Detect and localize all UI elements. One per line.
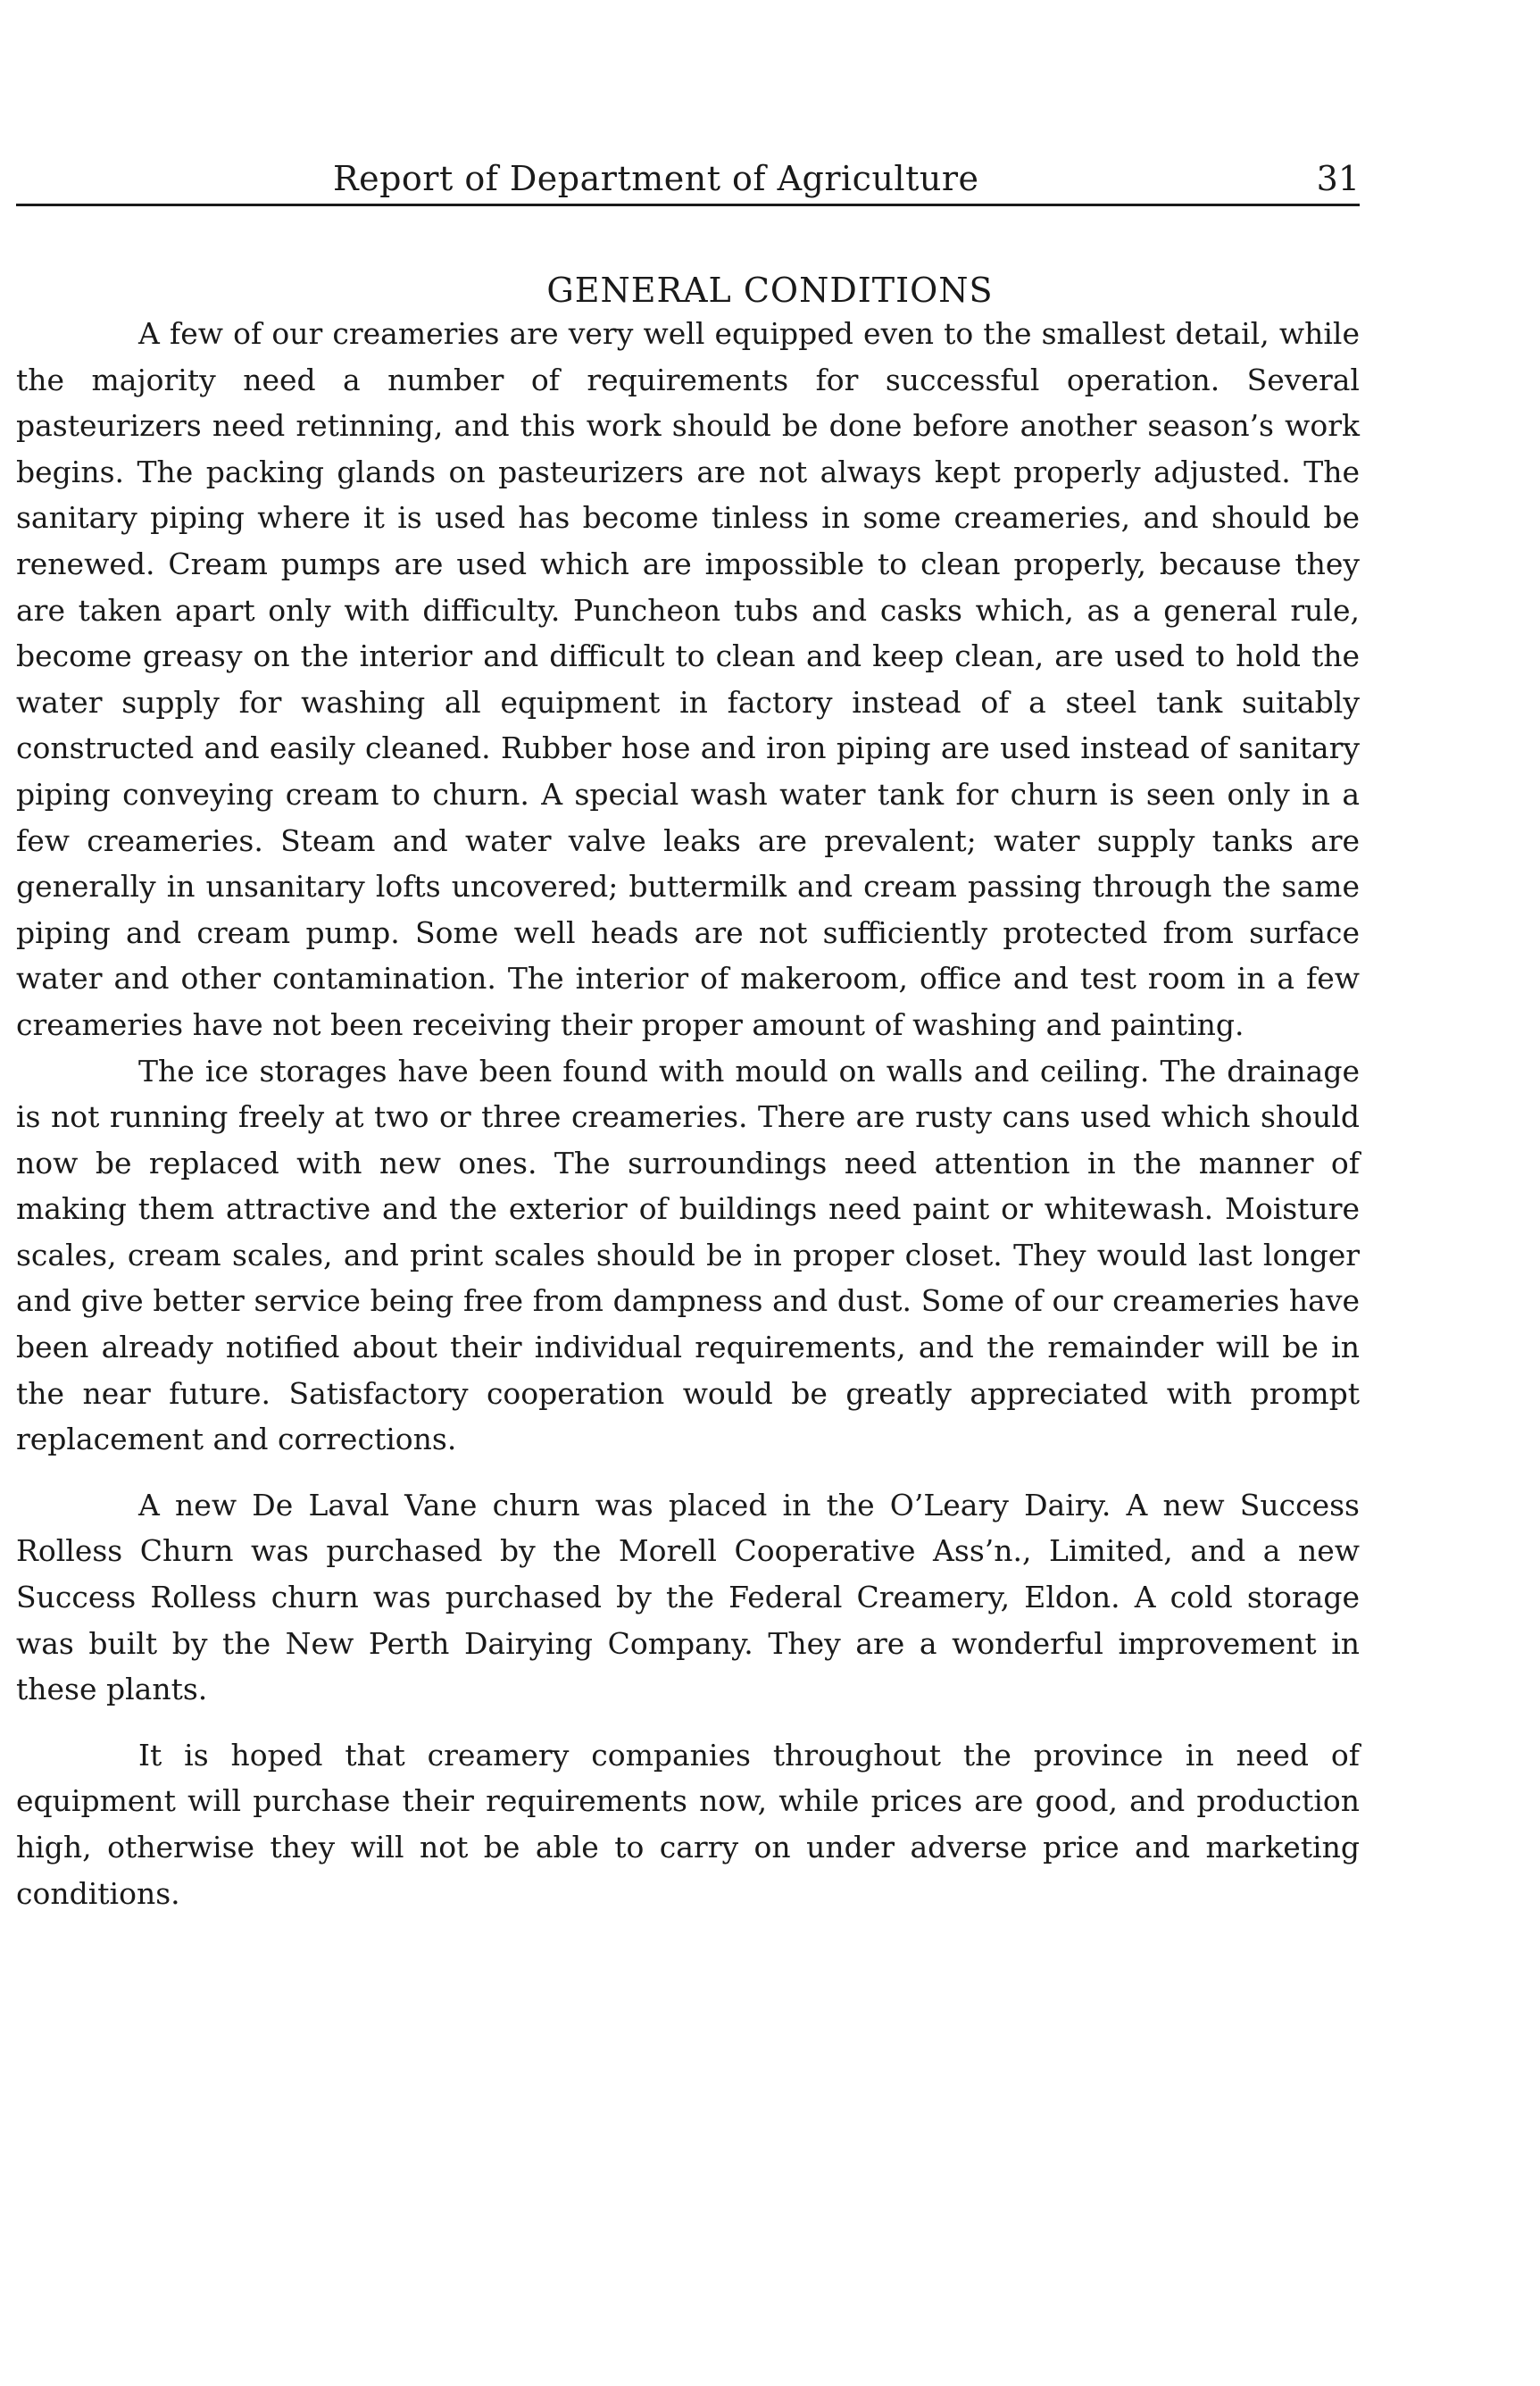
page-number: 31 bbox=[1316, 159, 1360, 198]
body-text bbox=[16, 311, 1360, 1916]
paragraph-general-conditions: A few of our creameries are very well equipped even to the smallest detail, while the majority need a number of requirements for successful operation. Several pasteurizers need retinning, and this work should be done before another season’s work begins. The packing glands on pasteurizers are not always kept properly adjusted. The sanitary piping where it is used has become tinless in some creameries, and should be renewed. Cream pumps are used which are impossible to clean properly, because they are taken apart only with difficulty. Puncheon tubs and casks which, as a general rule, become greasy on the interior and difficult to clean and keep clean, are used to hold the water supply for washing all equipment in factory instead of a steel tank suitably constructed and easily cleaned. Rubber hose and iron piping are used instead of sanitary piping conveying cream to churn. A special wash water tank for churn is seen only in a few creameries. Steam and water valve leaks are prevalent; water supply tanks are generally in unsanitary lofts uncovered; buttermilk and cream passing through the same piping and cream pump. Some well heads are not sufficiently protected from surface water and other contamination. The interior of makeroom, office and test room in a few creameries have not been receiving their proper amount of washing and painting. bbox=[16, 316, 1360, 1042]
paragraph-equipment-purchase: It is hoped that creamery companies throughout the province in need of equipment will purchase their requirements now, while prices are good, and production high, otherwise they will not be able to carry on under adverse price and marketing conditions. bbox=[16, 1737, 1360, 1911]
header-rule bbox=[16, 204, 1360, 206]
section-heading: GENERAL CONDITIONS bbox=[546, 271, 994, 310]
paragraph-ice-storages: The ice storages have been found with mould on walls and ceiling. The drainage is not running freely at two or three creameries. There are rusty cans used which should now be replaced with new ones. The surroundings need attention in the manner of making them attractive and the exterior of buildings need paint or whitewash. Moisture scales, cream scales, and print scales should be in proper closet. They would last longer and give better service being free from dampness and dust. Some of our creameries have been already notified about their individual requirements, and the remainder will be in the near future. Satisfactory cooperation would be greatly appreciated with prompt replacement and corrections. bbox=[16, 1053, 1360, 1457]
paragraph-new-churns: A new De Laval Vane churn was placed in the O’Leary Dairy. A new Success Rolless Churn was purchased by the Morell Cooperative Ass’n., Limited, and a new Success Rolless churn was purchased by the Federal Creamery, Eldon. A cold storage was built by the New Perth Dairying Company. They are a wonderful improvement in these plants. bbox=[16, 1487, 1360, 1707]
running-header bbox=[16, 152, 1360, 205]
running-title: Report of Department of Agriculture bbox=[333, 159, 979, 198]
